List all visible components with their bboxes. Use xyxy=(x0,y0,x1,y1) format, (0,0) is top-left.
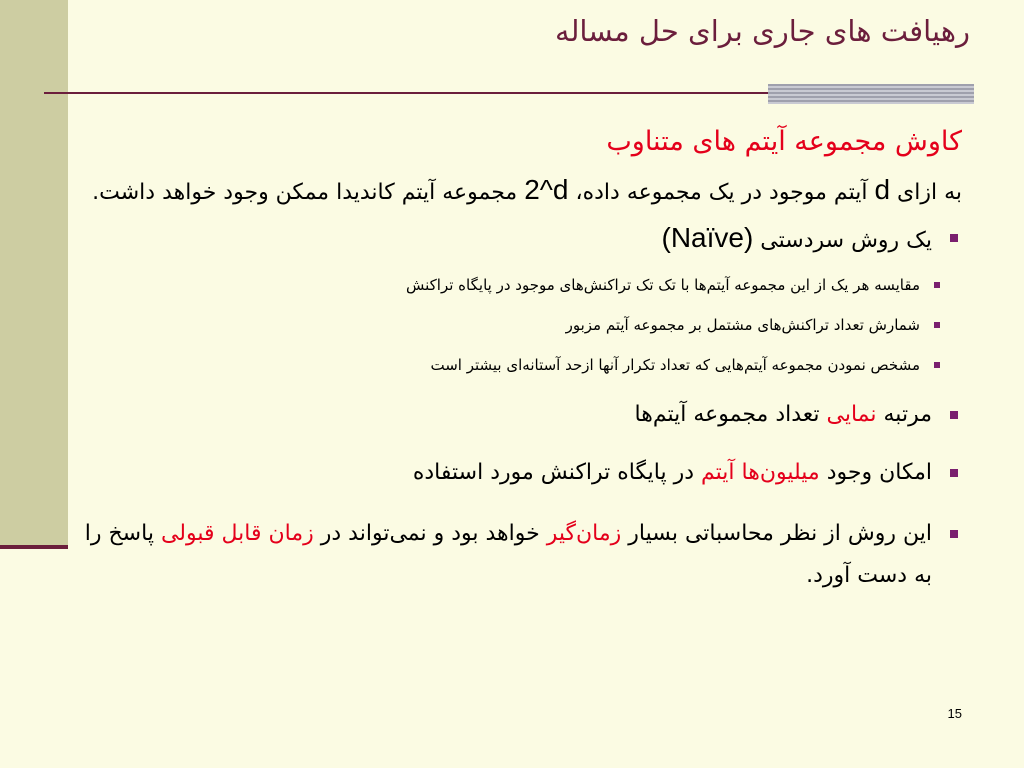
bullet-time-middle: خواهد بود و نمی‌تواند در xyxy=(313,521,547,546)
bullet-time-highlight-1: زمان‌گیر xyxy=(546,521,622,546)
sub-bullet xyxy=(82,275,962,295)
decorative-stripe-block xyxy=(768,84,974,104)
intro-paragraph xyxy=(82,167,962,216)
sub-bullet-text: مقایسه هر یک از این مجموعه آیتم‌ها با تک تک تراکنش‌های موجود در پایگاه تراکنش xyxy=(406,276,920,294)
bullet-naive-latin: (Naïve) xyxy=(661,222,754,253)
bullet-time-after: پاسخ را به دست آورد. xyxy=(84,521,932,588)
page-number: 15 xyxy=(947,706,962,721)
bullet-order-before: مرتبه xyxy=(876,402,932,427)
slide-title: رهیافت های جاری برای حل مساله xyxy=(555,14,970,48)
para-text-3: مجموعه آیتم کاندیدا ممکن وجود خواهد داشت. xyxy=(92,180,525,205)
sub-bullet xyxy=(82,355,962,375)
bullet-naive xyxy=(82,222,962,257)
para-text-2: آیتم موجود در یک مجموعه داده، xyxy=(568,180,875,205)
square-bullet-icon xyxy=(950,234,958,242)
bullet-order-highlight: نمایی xyxy=(826,402,877,427)
para-power: 2^d xyxy=(524,174,569,205)
square-bullet-icon xyxy=(950,469,958,477)
bullet-millions-after: در پایگاه تراکنش مورد استفاده xyxy=(412,460,702,485)
square-bullet-icon xyxy=(950,411,958,419)
bullet-millions-before: امکان وجود xyxy=(819,460,932,485)
square-bullet-icon xyxy=(934,282,940,288)
square-bullet-icon xyxy=(934,322,940,328)
sub-bullet-text: مشخص نمودن مجموعه آیتم‌هایی که تعداد تکرار آنها ازحد آستانه‌ای بیشتر است xyxy=(430,356,920,374)
sub-bullet-text: شمارش تعداد تراکنش‌های مشتمل بر مجموعه آیتم مزبور xyxy=(565,316,920,334)
bullet-millions-highlight: میلیون‌ها آیتم xyxy=(701,460,820,485)
slide-subheading: کاوش مجموعه آیتم های متناوب xyxy=(606,126,962,157)
bullet-order xyxy=(82,399,962,431)
bullet-naive-text: یک روش سردستی xyxy=(753,228,932,253)
decorative-left-bar xyxy=(0,0,68,545)
bullet-time-before: این روش از نظر محاسباتی بسیار xyxy=(621,521,932,546)
para-var-d: d xyxy=(874,174,891,205)
bullet-order-after: تعداد مجموعه آیتم‌ها xyxy=(634,402,827,427)
decorative-left-bar-line xyxy=(0,545,68,549)
square-bullet-icon xyxy=(950,530,958,538)
slide-content xyxy=(82,126,962,615)
sub-bullet xyxy=(82,315,962,335)
bullet-millions xyxy=(82,457,962,489)
bullet-time xyxy=(82,513,962,597)
para-text-1: به ازای xyxy=(890,180,962,205)
square-bullet-icon xyxy=(934,362,940,368)
bullet-time-highlight-2: زمان قابل قبولی xyxy=(160,521,314,546)
